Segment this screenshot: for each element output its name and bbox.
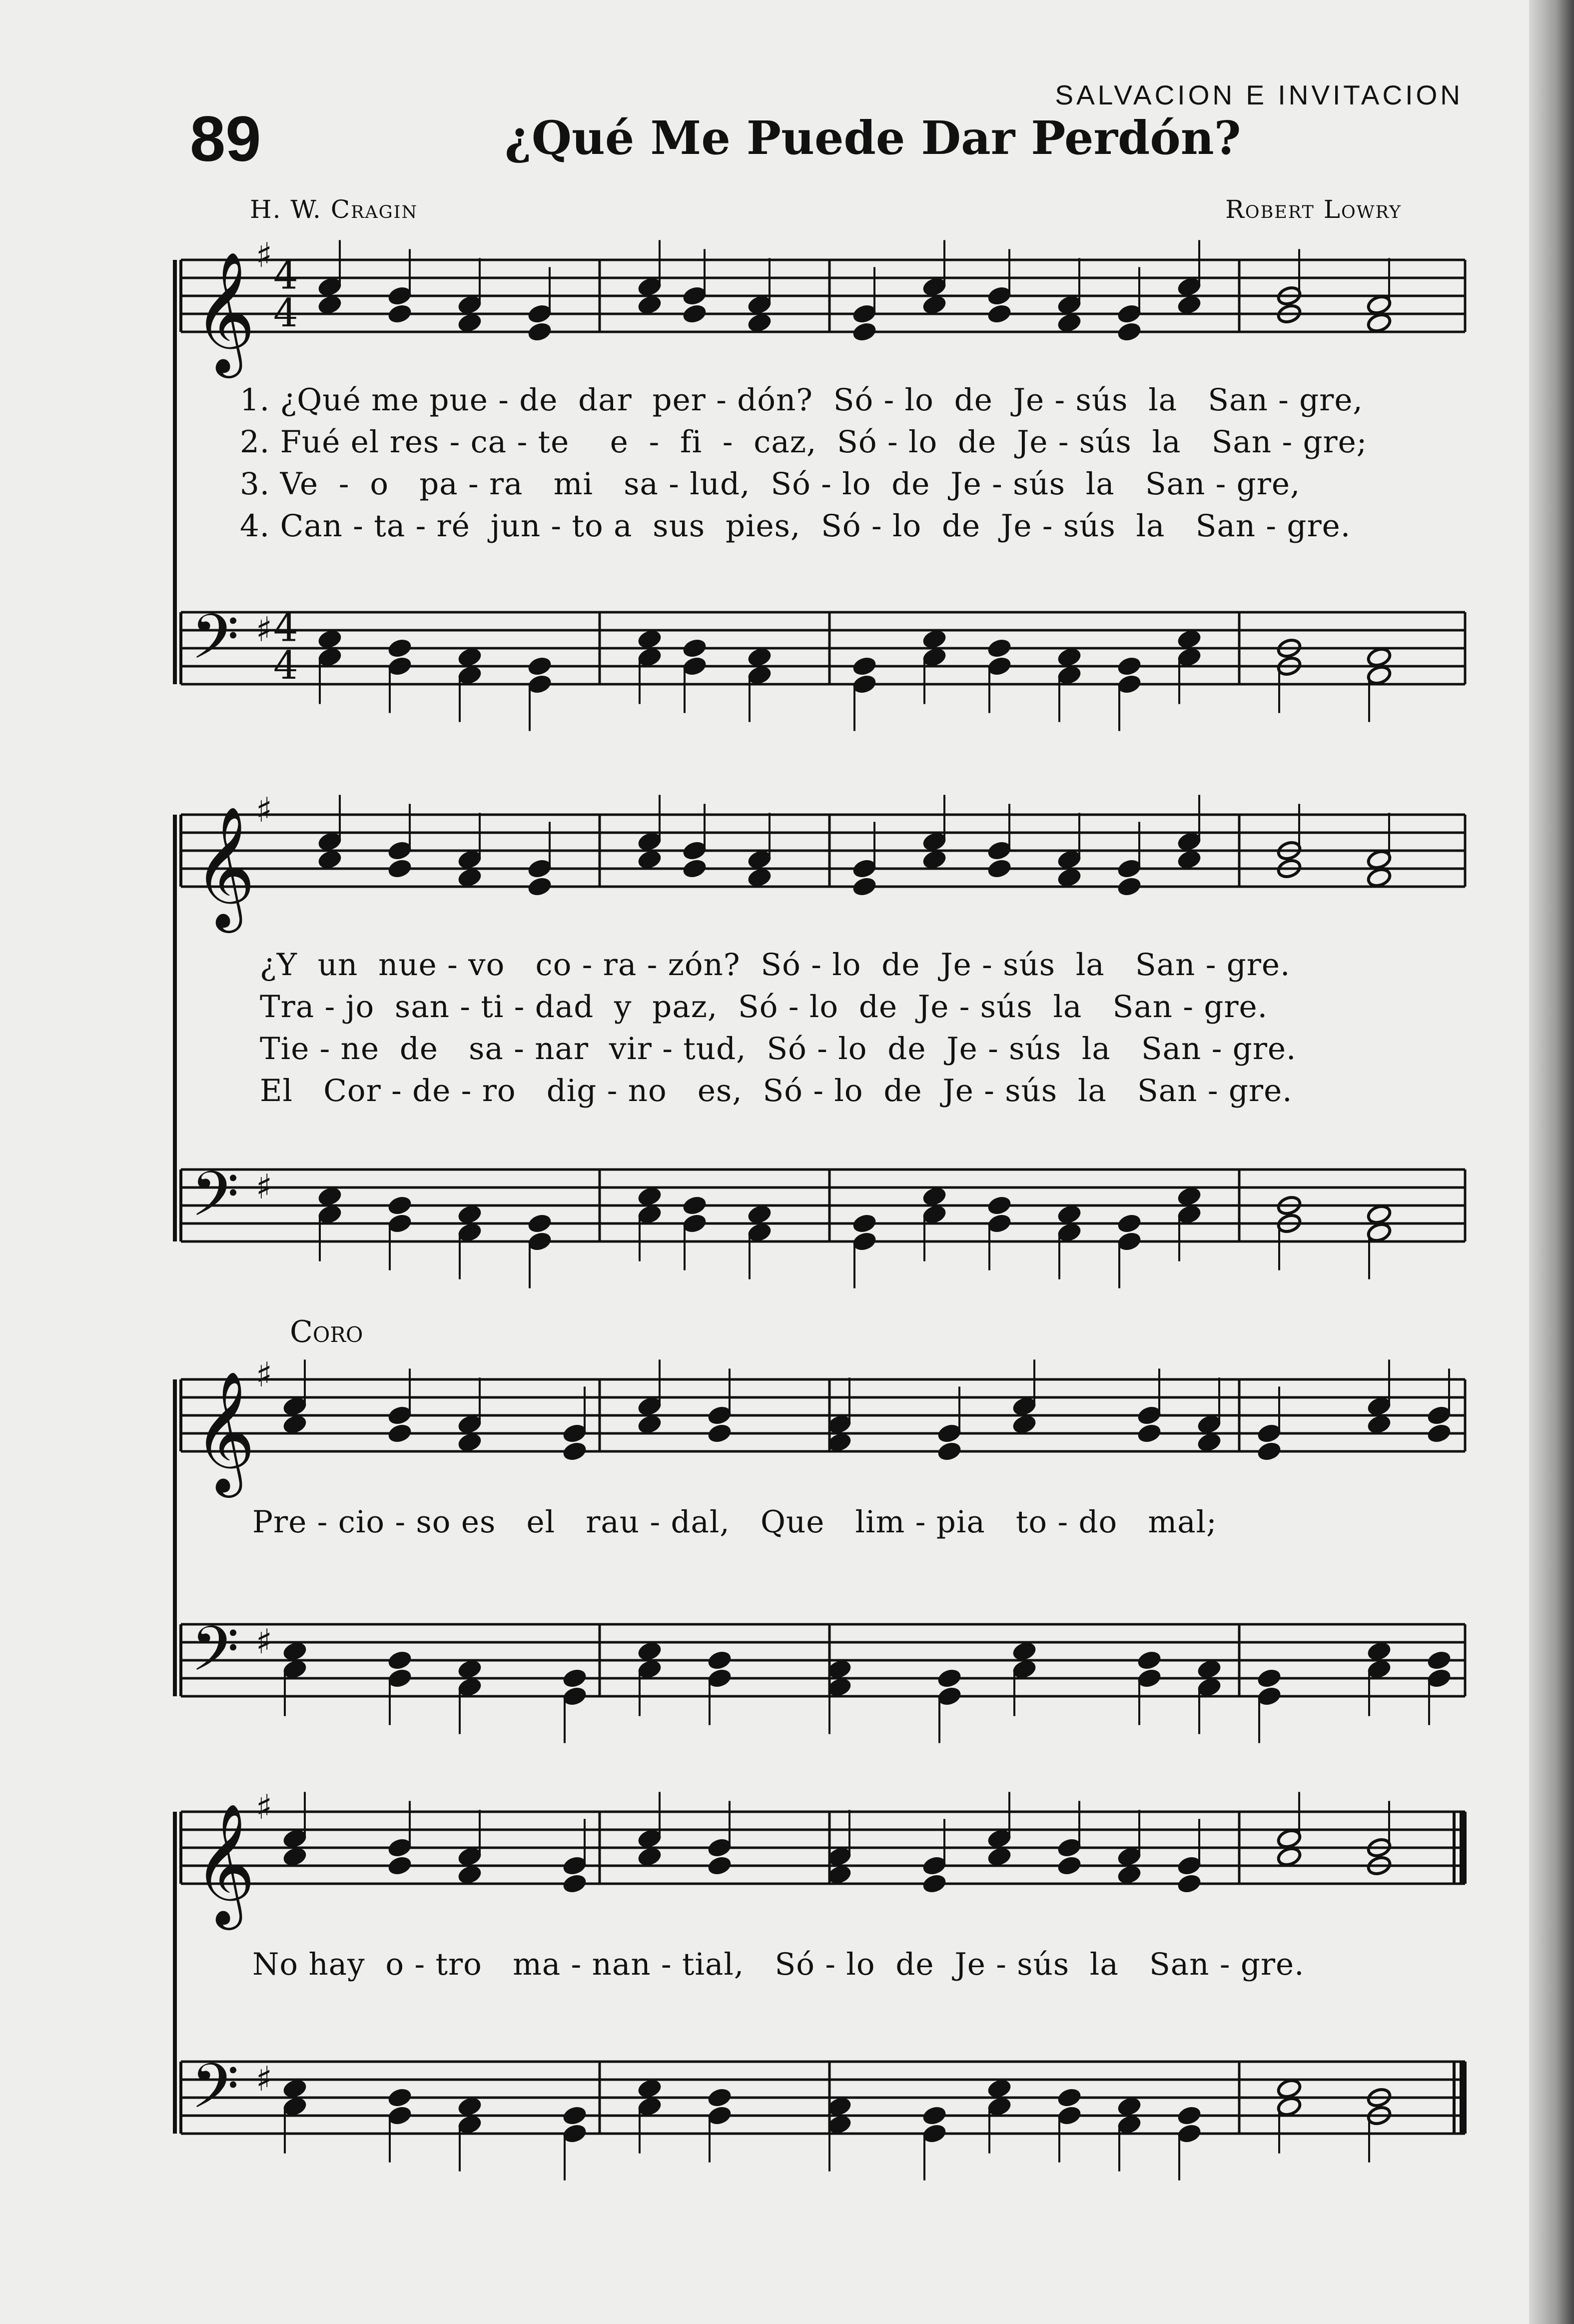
note-head <box>457 1203 483 1225</box>
time-signature-bottom: 4 <box>273 291 298 336</box>
note-head <box>921 628 947 650</box>
note-head <box>457 646 483 668</box>
note-head <box>851 876 877 897</box>
note-head <box>562 2105 588 2126</box>
note-head <box>387 1649 413 1671</box>
note-head <box>637 1846 663 1867</box>
note-head <box>457 1658 483 1680</box>
time-signature-top: 4 <box>273 605 298 651</box>
note-head <box>921 1873 947 1894</box>
key-signature-sharp: ♯ <box>256 1167 272 1207</box>
note-head <box>1011 1640 1037 1662</box>
note-head <box>1011 1413 1037 1435</box>
lyric-line: Pre - cio - so es el rau - dal, Que lim - pia to - do mal; <box>252 1504 1217 1540</box>
bass-clef: 𝄢 <box>191 601 239 688</box>
note-head <box>986 1846 1012 1867</box>
hymn-number: 89 <box>190 103 261 175</box>
note-head <box>1056 312 1082 333</box>
note-head <box>1056 867 1082 888</box>
note-head <box>282 1640 308 1662</box>
composer-credit: Robert Lowry <box>1225 195 1402 224</box>
note-head <box>1176 628 1202 650</box>
note-head <box>637 294 663 315</box>
lyric-line: No hay o - tro ma - nan - tial, Só - lo de Je - sús la San - gre. <box>252 1947 1305 1982</box>
lyric-line: 4. Can - ta - ré jun - to a sus pies, Só - lo de Je - sús la San - gre. <box>240 508 1351 544</box>
note-head <box>282 2078 308 2099</box>
note-head <box>1116 876 1142 897</box>
note-head <box>1276 2078 1302 2099</box>
hymn-title: ¿Qué Me Puede Dar Perdón? <box>505 111 1241 165</box>
note-head <box>747 646 773 668</box>
key-signature-sharp: ♯ <box>256 1622 272 1662</box>
note-head <box>1196 1431 1222 1453</box>
note-head <box>936 1440 962 1462</box>
note-head <box>457 312 483 333</box>
note-head <box>707 1855 733 1876</box>
note-head <box>682 858 708 879</box>
note-head <box>1176 294 1202 315</box>
note-head <box>387 1194 413 1216</box>
note-head <box>457 2096 483 2117</box>
note-head <box>986 1194 1012 1216</box>
note-head <box>637 628 663 650</box>
note-head <box>707 1649 733 1671</box>
note-head <box>457 1431 483 1453</box>
note-head <box>747 867 773 888</box>
lyric-line: 1. ¿Qué me pue - de dar per - dón? Só - lo de Je - sús la San - gre, <box>240 382 1363 418</box>
note-head <box>747 1203 773 1225</box>
key-signature-sharp: ♯ <box>256 1355 272 1395</box>
lyric-line: 3. Ve - o pa - ra mi sa - lud, Só - lo de Je - sús la San - gre, <box>240 466 1301 502</box>
note-head <box>317 294 343 315</box>
note-head <box>707 1422 733 1444</box>
note-head <box>637 2078 663 2099</box>
note-head <box>1366 1640 1392 1662</box>
key-signature-sharp: ♯ <box>256 2060 272 2099</box>
note-head <box>1176 849 1202 870</box>
time-signature-bottom: 4 <box>273 643 298 689</box>
note-head <box>986 2078 1012 2099</box>
note-head <box>562 1440 588 1462</box>
key-signature-sharp: ♯ <box>256 1788 272 1827</box>
lyricist-credit: H. W. Cragin <box>250 195 418 224</box>
note-head <box>1116 1864 1142 1885</box>
note-head <box>1056 1203 1082 1225</box>
note-head <box>1176 1185 1202 1207</box>
note-head <box>637 1185 663 1207</box>
note-head <box>387 1422 413 1444</box>
note-head <box>1366 312 1392 333</box>
note-head <box>527 655 553 677</box>
key-signature-sharp: ♯ <box>256 236 272 275</box>
note-head <box>682 637 708 659</box>
note-head <box>1276 1846 1302 1867</box>
note-head <box>1366 1203 1392 1225</box>
note-head <box>1136 1422 1162 1444</box>
note-head <box>1426 1422 1452 1444</box>
section-heading: SALVACION E INVITACION <box>1055 79 1463 110</box>
note-head <box>921 849 947 870</box>
note-head <box>986 858 1012 879</box>
note-head <box>682 1194 708 1216</box>
note-head <box>637 1640 663 1662</box>
lyric-line: 2. Fué el res - ca - te e - fi - caz, Só - lo de Je - sús la San - gre; <box>240 424 1368 460</box>
lyric-line: Tra - jo san - ti - dad y paz, Só - lo de Je - sús la San - gre. <box>260 989 1268 1025</box>
note-head <box>1116 321 1142 342</box>
note-head <box>682 303 708 324</box>
note-head <box>747 312 773 333</box>
note-head <box>387 2087 413 2108</box>
note-head <box>637 1413 663 1435</box>
note-head <box>387 1855 413 1876</box>
note-head <box>921 294 947 315</box>
bass-clef: 𝄢 <box>191 1613 239 1700</box>
note-head <box>317 1185 343 1207</box>
note-head <box>1056 646 1082 668</box>
note-head <box>1426 1649 1452 1671</box>
key-signature-sharp: ♯ <box>256 610 272 650</box>
note-head <box>527 876 553 897</box>
note-head <box>1136 1649 1162 1671</box>
note-head <box>936 1667 962 1689</box>
note-head <box>921 2105 947 2126</box>
note-head <box>1176 2105 1202 2126</box>
note-head <box>317 849 343 870</box>
note-head <box>1366 1413 1392 1435</box>
key-signature-sharp: ♯ <box>256 791 272 830</box>
note-head <box>986 637 1012 659</box>
bass-clef: 𝄢 <box>191 1159 239 1245</box>
lyric-line: ¿Y un nue - vo co - ra - zón? Só - lo de Je - sús la San - gre. <box>260 947 1291 983</box>
note-head <box>282 1846 308 1867</box>
note-head <box>527 1212 553 1234</box>
note-head <box>1256 1667 1282 1689</box>
note-head <box>637 849 663 870</box>
note-head <box>986 303 1012 324</box>
note-head <box>851 1212 877 1234</box>
note-head <box>1176 1873 1202 1894</box>
note-head <box>387 303 413 324</box>
note-head <box>1056 2087 1082 2108</box>
note-head <box>707 2087 733 2108</box>
chorus-label: Coro <box>290 1314 363 1349</box>
lyric-line: El Cor - de - ro dig - no es, Só - lo de Je - sús la San - gre. <box>260 1073 1293 1109</box>
note-head <box>457 867 483 888</box>
note-head <box>527 321 553 342</box>
bass-clef: 𝄢 <box>191 2051 239 2138</box>
note-head <box>1366 646 1392 668</box>
note-head <box>562 1667 588 1689</box>
note-head <box>1196 1658 1222 1680</box>
time-signature-top: 4 <box>273 253 298 298</box>
note-head <box>1056 1855 1082 1876</box>
note-head <box>562 1873 588 1894</box>
note-head <box>1256 1440 1282 1462</box>
note-head <box>457 1864 483 1885</box>
lyric-line: Tie - ne de sa - nar vir - tud, Só - lo de Je - sús la San - gre. <box>260 1031 1297 1067</box>
note-head <box>921 1185 947 1207</box>
note-head <box>387 637 413 659</box>
note-head <box>851 655 877 677</box>
treble-clef: 𝄞 <box>193 1802 256 1925</box>
note-head <box>387 858 413 879</box>
note-head <box>282 1413 308 1435</box>
note-head <box>1116 2096 1142 2117</box>
note-head <box>317 628 343 650</box>
treble-clef: 𝄞 <box>193 805 256 928</box>
note-head <box>1116 655 1142 677</box>
treble-clef: 𝄞 <box>193 250 256 373</box>
treble-clef: 𝄞 <box>193 1370 256 1492</box>
note-head <box>851 321 877 342</box>
note-head <box>1116 1212 1142 1234</box>
note-head <box>1366 867 1392 888</box>
